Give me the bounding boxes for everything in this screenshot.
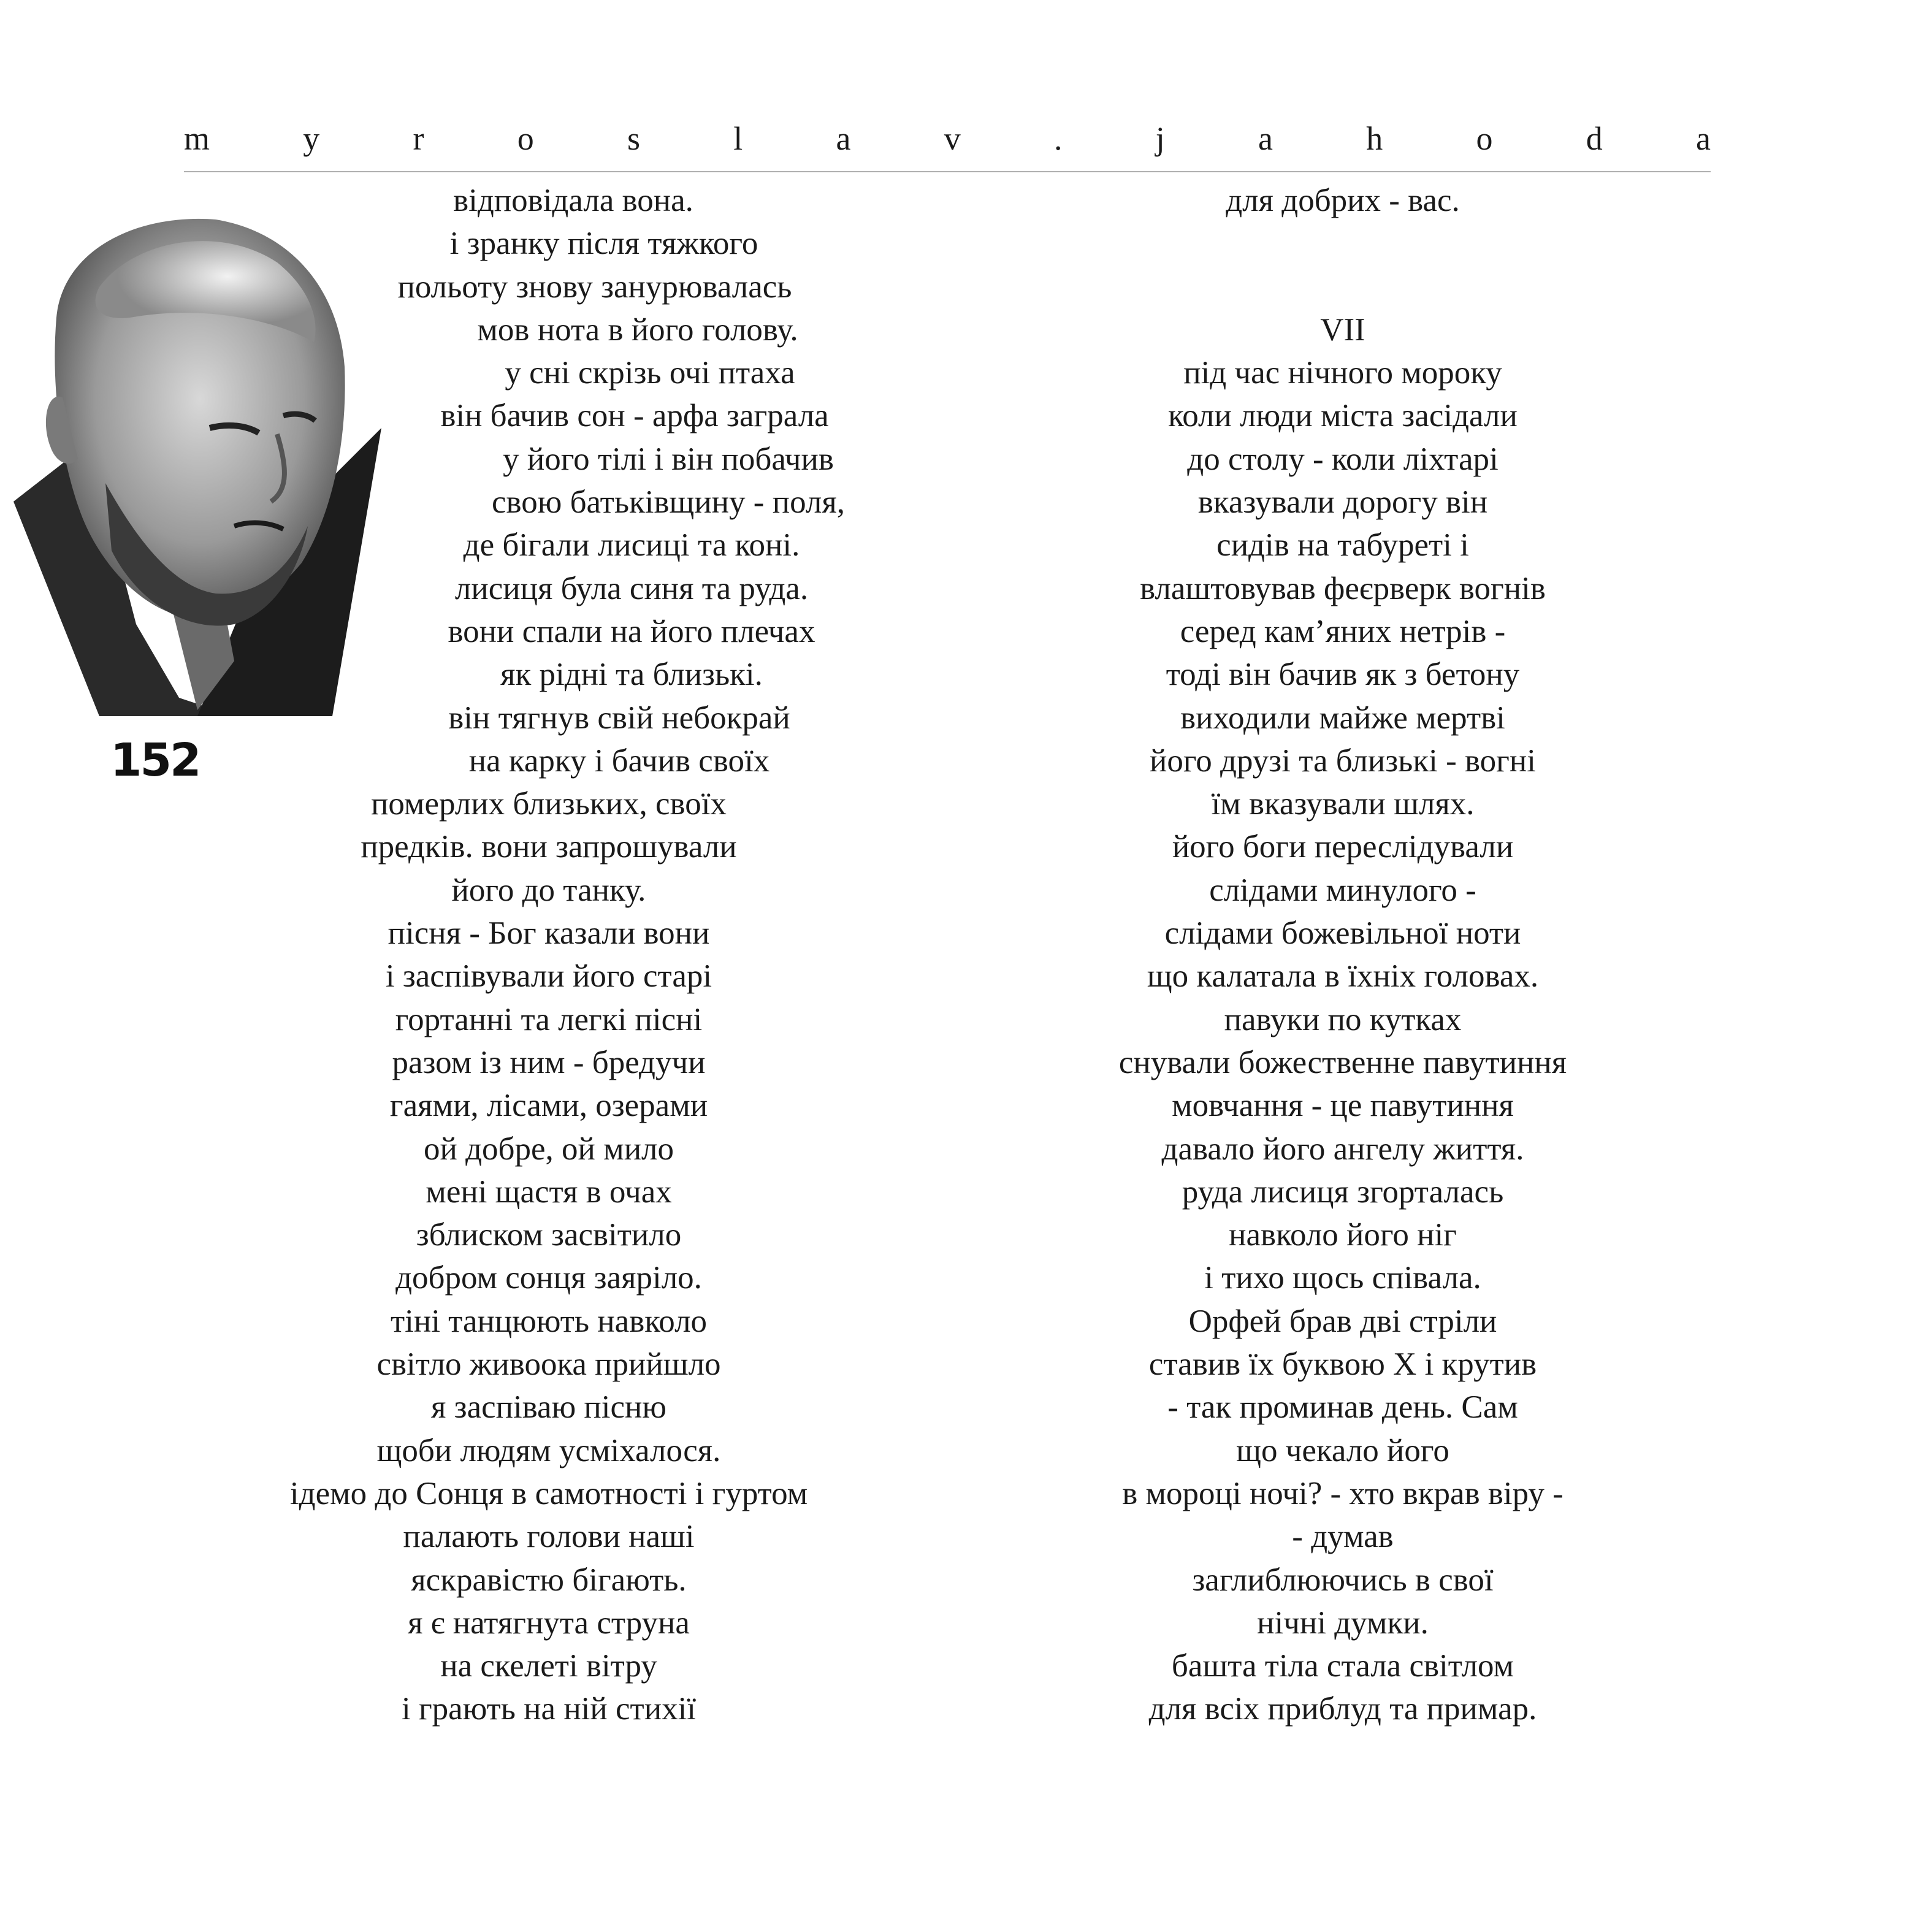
poem-line: для добрих - вас.: [1226, 183, 1460, 218]
poem-line: на карку і бачив своїх: [468, 743, 770, 779]
header-letter: s: [627, 120, 641, 157]
poem-line: його до танку.: [451, 872, 646, 908]
poem-line: він тягнув свій небокрай: [448, 700, 790, 736]
poem-line: мені щастя в очах: [426, 1174, 672, 1210]
header-letter: y: [303, 120, 320, 157]
poem-line: польоту знову занурювалась: [397, 269, 792, 305]
poem-line: для всіх приблуд та примар.: [1148, 1691, 1537, 1727]
poem-line: павуки по кутках: [1224, 1001, 1462, 1037]
poem-line: Орфей брав дві стріли: [1188, 1303, 1497, 1339]
poem-line: і заспівували його старі: [385, 958, 712, 995]
poem-line: я є натягнута струна: [408, 1605, 690, 1641]
poem-line: ідемо до Сонця в самотності і гуртом: [289, 1475, 808, 1511]
poem-line: [1036, 222, 1649, 265]
poem-line: тоді він бачив як з бетону: [1166, 657, 1520, 693]
header-letter: o: [517, 120, 534, 157]
poem-line: - думав: [1292, 1519, 1394, 1555]
header-letter: a: [1258, 120, 1273, 157]
poem-line: заглиблюючись в свої: [1192, 1562, 1494, 1598]
poem-line: [1036, 265, 1649, 308]
poem-line: виходили майже мертві: [1180, 700, 1505, 736]
page-number: 152: [110, 734, 200, 787]
poem-line: їм вказували шлях.: [1211, 786, 1475, 822]
poem-line: предків. вони запрошували: [361, 829, 737, 865]
poem-line: померлих близьких, своїх: [371, 786, 727, 822]
poem-line: гаями, лісами, озерами: [389, 1088, 708, 1124]
poem-line: і зранку після тяжкого: [449, 226, 758, 262]
header-letter: j: [1155, 120, 1165, 157]
running-header: [184, 120, 1711, 157]
poem-line: вони спали на його плечах: [448, 613, 815, 649]
header-letter: a: [1695, 120, 1711, 157]
header-letter: v: [944, 120, 961, 157]
header-letter: d: [1586, 120, 1603, 157]
poem-line: в мороці ночі? - хто вкрав віру -: [1122, 1475, 1564, 1511]
poem-line: світло живоока прийшло: [376, 1346, 721, 1383]
poem-line: нічні думки.: [1257, 1605, 1429, 1641]
poem-line: і грають на ній стихії: [401, 1691, 697, 1727]
poem-line: до столу - коли ліхтарі: [1187, 441, 1499, 477]
poem-line: його боги переслідували: [1172, 829, 1514, 865]
poem-line: щоби людям усміхалося.: [376, 1432, 721, 1468]
poem-line: палають голови наші: [403, 1519, 695, 1555]
poem-line: мов нота в його голову.: [477, 311, 798, 348]
poem-line: у його тілі і він побачив: [503, 441, 834, 477]
poem-line: тіні танцюють навколо: [390, 1303, 708, 1339]
header-letter: l: [733, 120, 743, 157]
poem-line: разом із ним - бредучи: [392, 1044, 706, 1080]
poem-line: ой добре, ой мило: [423, 1131, 674, 1167]
poem-line: на скелеті вітру: [440, 1648, 657, 1684]
poem-column-right: [1036, 179, 1649, 1731]
header-letter: .: [1054, 120, 1063, 157]
poem-line: снували божественне павутиння: [1118, 1044, 1567, 1080]
header-divider: [184, 171, 1711, 172]
header-letter: m: [184, 120, 210, 157]
header-letter: o: [1476, 120, 1493, 157]
poem-line: добром сонця заяріло.: [395, 1260, 702, 1296]
poem-line: у сні скрізь очі птаха: [505, 355, 795, 391]
poem-column-left: [245, 179, 858, 1731]
poem-line: - так проминав день. Сам: [1167, 1389, 1518, 1426]
poem-line: влаштовував феєрверк вогнів: [1140, 570, 1546, 606]
poem-line: башта тіла стала світлом: [1171, 1648, 1514, 1684]
poem-line: що калатала в їхніх головах.: [1147, 958, 1539, 995]
poem-line: мовчання - це павутиння: [1172, 1088, 1514, 1124]
header-letter: r: [413, 120, 424, 157]
poem-line: під час нічного мороку: [1183, 355, 1502, 391]
poem-line: коли люди міста засідали: [1168, 398, 1518, 434]
poem-line: навколо його ніг: [1229, 1217, 1457, 1253]
poem-line: відповідала вона.: [453, 183, 693, 218]
poem-line: лисиця була синя та руда.: [454, 570, 809, 606]
poem-line: свою батьківщину - поля,: [492, 484, 845, 521]
poem-line: давало його ангелу життя.: [1161, 1131, 1524, 1167]
section-numeral: VII: [1320, 311, 1365, 348]
poem-line: вказували дорогу він: [1197, 484, 1488, 521]
poem-line: руда лисиця згорталась: [1182, 1174, 1504, 1210]
poem-line: я заспіваю пісню: [431, 1389, 666, 1426]
poem-line: як рідні та близькі.: [500, 657, 763, 693]
poem-line: пісня - Бог казали вони: [388, 915, 710, 952]
header-letter: h: [1366, 120, 1383, 157]
poem-line: що чекало його: [1236, 1432, 1449, 1468]
poem-line: слідами минулого -: [1209, 872, 1476, 908]
poem-line: яскравістю бігають.: [411, 1562, 687, 1598]
poem-line: гортанні та легкі пісні: [395, 1001, 703, 1037]
poem-line: він бачив сон - арфа заграла: [440, 398, 829, 434]
poem-line: і тихо щось співала.: [1204, 1260, 1481, 1296]
poem-line: його друзі та близькі - вогні: [1150, 743, 1536, 779]
poem-line: ставив їх буквою Х і крутив: [1148, 1346, 1537, 1383]
poem-line: сидів на табуреті і: [1216, 527, 1469, 563]
poem-line: зблиском засвітило: [416, 1217, 682, 1253]
header-letter: a: [836, 120, 851, 157]
poem-line: серед кам’яних нетрів -: [1180, 613, 1506, 649]
poem-line: де бігали лисиці та коні.: [463, 527, 800, 563]
poem-line: слідами божевільної ноти: [1164, 915, 1521, 952]
